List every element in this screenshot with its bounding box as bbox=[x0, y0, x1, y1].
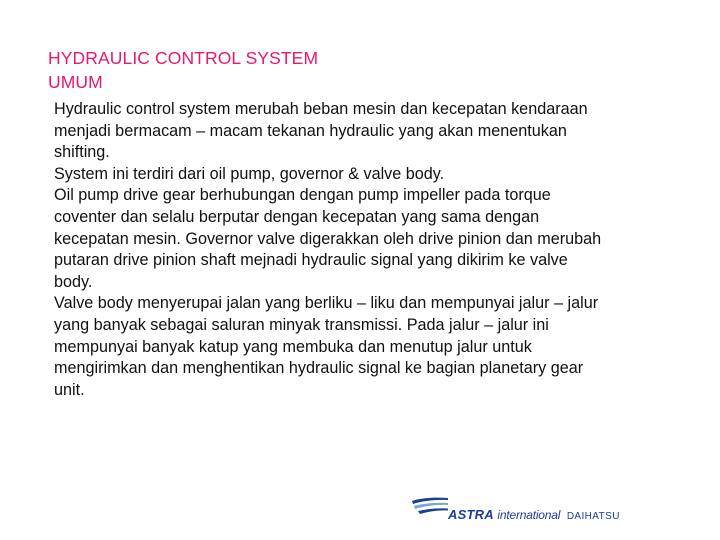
slide-title-line-2: UMUM bbox=[48, 72, 103, 92]
astra-swoosh-icon bbox=[410, 491, 450, 521]
body-line: kecepatan mesin. Governor valve digerakkan oleh drive pinion dan merubah bbox=[54, 229, 602, 248]
body-line: mempunyai banyak katup yang membuka dan menutup jalur untuk bbox=[54, 337, 532, 356]
logo-international-text: international bbox=[497, 508, 561, 522]
slide-title-line-1: HYDRAULIC CONTROL SYSTEM bbox=[48, 48, 319, 68]
body-line: body. bbox=[54, 272, 93, 291]
astra-international-daihatsu-logo bbox=[410, 491, 620, 527]
slide-title bbox=[48, 46, 318, 94]
body-line: System ini terdiri dari oil pump, governor & valve body. bbox=[54, 164, 445, 183]
body-line: Valve body menyerupai jalan yang berliku – liku dan mempunyai jalur – jalur bbox=[54, 294, 599, 313]
body-line: unit. bbox=[54, 380, 85, 399]
body-line: Oil pump drive gear berhubungan dengan pump impeller pada torque bbox=[54, 186, 551, 205]
logo-wordmark bbox=[448, 507, 620, 525]
body-line: menjadi bermacam – macam tekanan hydraulic yang akan menentukan bbox=[54, 121, 567, 140]
body-line: yang banyak sebagai saluran minyak transmissi. Pada jalur – jalur ini bbox=[54, 315, 549, 334]
body-line: putaran drive pinion shaft mejnadi hydraulic signal yang dikirim ke valve bbox=[54, 251, 568, 270]
body-paragraph bbox=[54, 99, 714, 401]
body-line: mengirimkan dan menghentikan hydraulic signal ke bagian planetary gear bbox=[54, 359, 584, 378]
logo-astra-text: ASTRA bbox=[448, 507, 494, 522]
logo-daihatsu-text: DAIHATSU bbox=[566, 511, 620, 522]
body-line: Hydraulic control system merubah beban mesin dan kecepatan kendaraan bbox=[54, 100, 588, 118]
body-line: shifting. bbox=[54, 143, 110, 162]
body-line: coventer dan selalu berputar dengan kecepatan yang sama dengan bbox=[54, 207, 540, 226]
